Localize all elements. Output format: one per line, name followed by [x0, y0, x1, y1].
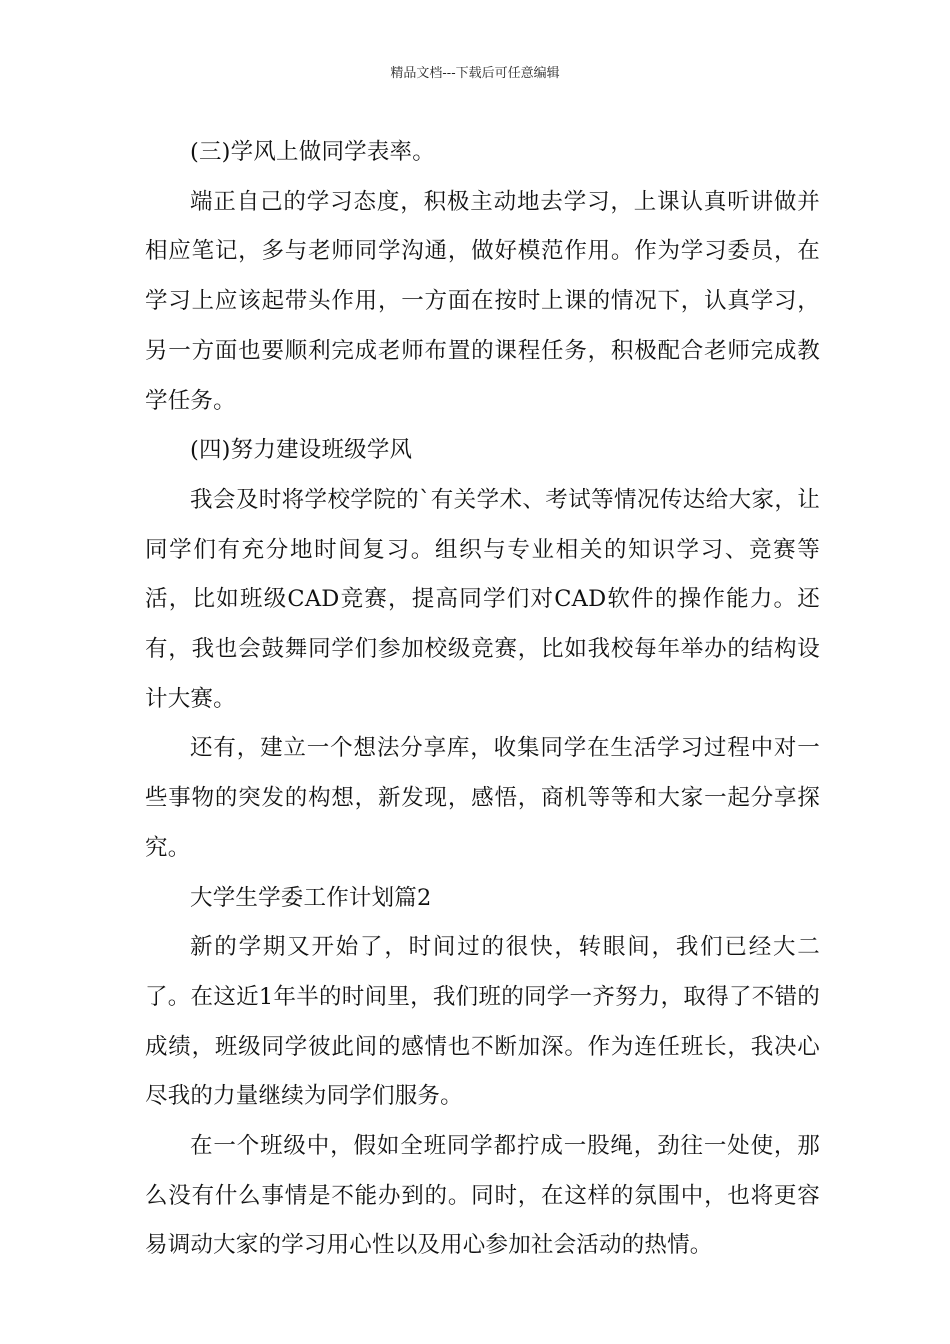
paragraph: 端正自己的学习态度，积极主动地去学习，上课认真听讲做并相应笔记，多与老师同学沟通，做好模范作用。作为学习委员，在学习上应该起带头作用，一方面在按时上课的情况下，认真学习，另一方面也要顺利完成老师布置的课程任务，积极配合老师完成教学任务。: [145, 188, 820, 414]
paragraph: 在一个班级中，假如全班同学都拧成一股绳，劲往一处使，那么没有什么事情是不能办到的。同时，在这样的氛围中，也将更容易调动大家的学习用心性以及用心参加社会活动的热情。: [145, 1133, 820, 1259]
paragraph: 还有，建立一个想法分享库，收集同学在生活学习过程中对一些事物的突发的构想，新发现，感悟，商机等等和大家一起分享探究。: [145, 735, 820, 861]
section-heading-3: (三)学风上做同学表率。: [190, 139, 435, 165]
section-heading-4: (四)努力建设班级学风: [190, 437, 413, 464]
paragraph: 新的学期又开始了，时间过的很快，转眼间，我们已经大二了。在这近1年半的时间里，我们班的同学一齐努力，取得了不错的成绩，班级同学彼此间的感情也不断加深。作为连任班长，我决心尽我的力量继续为同学们服务。: [145, 934, 820, 1110]
document-body: [145, 128, 820, 1271]
paragraph: 我会及时将学校学院的`有关学术、考试等情况传达给大家，让同学们有充分地时间复习。组织与专业相关的知识学习、竞赛等活，比如班级CAD竞赛，提高同学们对CAD软件的操作能力。还有，我也会鼓舞同学们参加校级竞赛，比如我校每年举办的结构设计大赛。: [145, 486, 820, 712]
article-title: 大学生学委工作计划篇2: [190, 884, 432, 911]
page-header: 精品文档---下载后可任意编辑: [390, 66, 560, 81]
